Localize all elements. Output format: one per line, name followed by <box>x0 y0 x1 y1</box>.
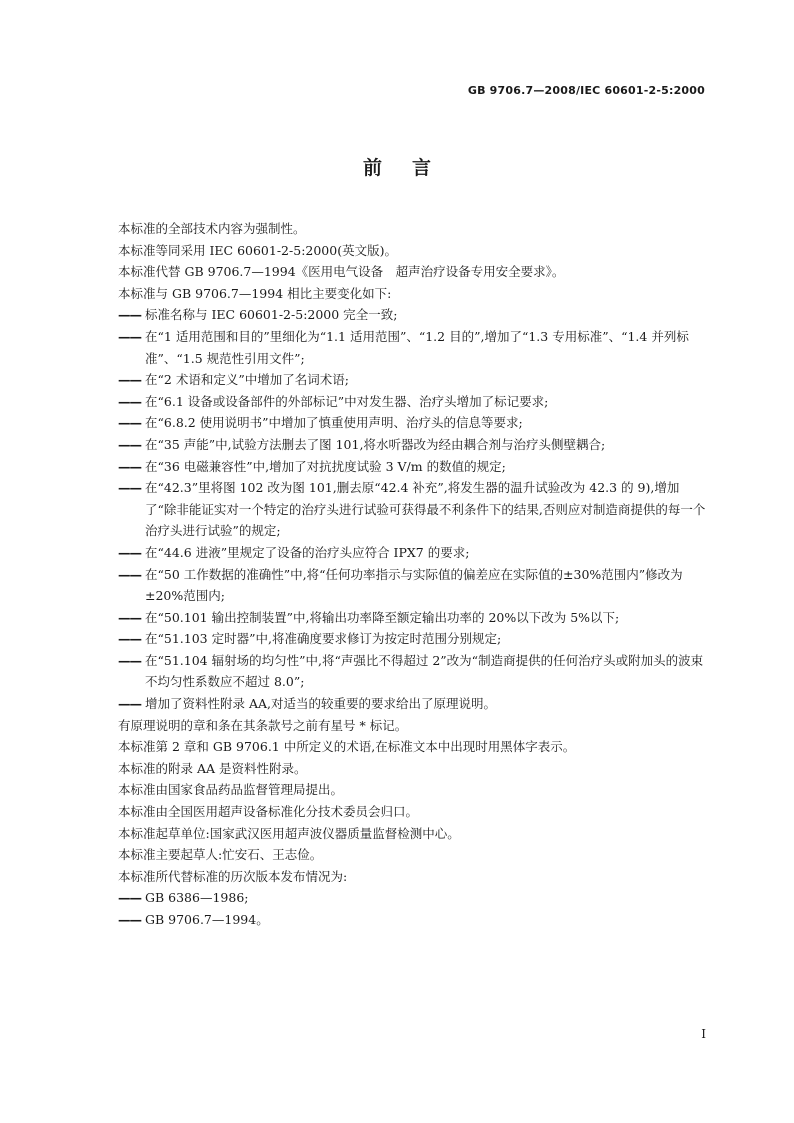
history-item <box>118 909 708 931</box>
note-paragraph: 本标准起草单位:国家武汉医用超声波仪器质量监督检测中心。 <box>118 825 460 841</box>
dash-marker: —— <box>118 890 141 906</box>
change-item <box>118 456 708 478</box>
dash-marker: —— <box>118 566 141 582</box>
dash-marker: —— <box>118 328 141 344</box>
change-item <box>118 412 708 434</box>
change-item-text: 在“35 声能”中,试验方法删去了图 101,将水听器改为经由耦合剂与治疗头侧壁耦合; <box>145 436 606 452</box>
change-item-text: 在“42.3”里将图 102 改为图 101,删去原“42.4 补充”,将发生器的温升试验改为 42.3 的 9),增加了“除非能证实对一个特定的治疗头进行试验可获得最不利条件下的结果,否则应对制造商提供的每一个治疗头进行试验”的规定; <box>145 480 706 539</box>
change-item-text: 在“6.1 设备或设备部件的外部标记”中对发生器、治疗头增加了标记要求; <box>145 393 549 409</box>
note-paragraph: 本标准由国家食品药品监督管理局提出。 <box>118 782 344 798</box>
dash-marker: —— <box>118 912 141 927</box>
change-item-text: 在“1 适用范围和目的”里细化为“1.1 适用范围”、“1.2 目的”,增加了“1.3 专用标准”、“1.4 并列标准”、“1.5 规范性引用文件”; <box>145 328 689 366</box>
page-number: I <box>701 1027 706 1041</box>
dash-marker: —— <box>118 609 141 625</box>
change-item <box>118 369 708 391</box>
dash-marker: —— <box>118 436 141 452</box>
intro-paragraph: 本标准代替 GB 9706.7—1994《医用电气设备 超声治疗设备专用安全要求》。 <box>118 264 565 280</box>
note-paragraph: 本标准的附录 AA 是资料性附录。 <box>118 760 307 776</box>
change-item-text: 在“2 术语和定义”中增加了名词术语; <box>145 372 349 388</box>
intro-paragraph: 本标准等同采用 IEC 60601-2-5:2000(英文版)。 <box>118 242 397 258</box>
dash-marker: —— <box>118 544 141 560</box>
note-paragraph: 本标准由全国医用超声设备标准化分技术委员会归口。 <box>118 804 419 820</box>
change-item <box>118 650 708 693</box>
change-item <box>118 564 708 607</box>
note-paragraph: 本标准主要起草人:忙安石、王志俭。 <box>118 847 323 863</box>
change-item <box>118 391 708 413</box>
dash-marker: —— <box>118 631 141 647</box>
dash-marker: —— <box>118 307 141 323</box>
history-item-text: GB 9706.7—1994。 <box>145 912 269 927</box>
change-item-text: 在“50.101 输出控制装置”中,将输出功率降至额定输出功率的 20%以下改为 5%以下; <box>145 609 620 625</box>
dash-marker: —— <box>118 652 141 668</box>
change-item-text: 在“36 电磁兼容性”中,增加了对抗扰度试验 3 V/m 的数值的规定; <box>145 458 506 474</box>
change-item-text: 标准名称与 IEC 60601-2-5:2000 完全一致; <box>145 307 398 323</box>
change-item <box>118 434 708 456</box>
intro-paragraph: 本标准的全部技术内容为强制性。 <box>118 221 306 236</box>
note-paragraph: 本标准所代替标准的历次版本发布情况为: <box>118 868 348 884</box>
change-item-text: 在“44.6 进液”里规定了设备的治疗头应符合 IPX7 的要求; <box>145 544 470 560</box>
intro-paragraph: 本标准与 GB 9706.7—1994 相比主要变化如下: <box>118 285 392 301</box>
change-item <box>118 607 708 629</box>
change-item <box>118 326 708 369</box>
change-item <box>118 477 708 542</box>
dash-marker: —— <box>118 415 141 431</box>
change-item <box>118 693 708 715</box>
change-item-text: 在“6.8.2 使用说明书”中增加了慎重使用声明、治疗头的信息等要求; <box>145 415 523 431</box>
note-paragraph: 有原理说明的章和条在其条款号之前有星号 * 标记。 <box>118 717 408 733</box>
dash-marker: —— <box>118 393 141 409</box>
change-item-text: 在“50 工作数据的准确性”中,将“任何功率指示与实际值的偏差应在实际值的±30%范围内”修改为±20%范围内; <box>145 566 683 604</box>
change-item-text: 在“51.104 辐射场的均匀性”中,将“声强比不得超过 2”改为“制造商提供的任何治疗头或附加头的波束不均匀性系数应不超过 8.0”; <box>145 652 704 690</box>
change-item <box>118 628 708 650</box>
dash-marker: —— <box>118 458 141 474</box>
history-item-text: GB 6386—1986; <box>145 890 249 906</box>
change-item-text: 在“51.103 定时器”中,将准确度要求修订为按定时范围分别规定; <box>145 631 502 647</box>
history-item <box>118 887 708 909</box>
page-title: 前言 <box>362 157 461 179</box>
change-item <box>118 304 708 326</box>
dash-marker: —— <box>118 372 141 388</box>
change-item-text: 增加了资料性附录 AA,对适当的较重要的要求给出了原理说明。 <box>145 696 497 712</box>
foreword-body <box>118 218 708 931</box>
dash-marker: —— <box>118 480 141 496</box>
change-item <box>118 542 708 564</box>
dash-marker: —— <box>118 696 141 712</box>
standard-number: GB 9706.7—2008/IEC 60601-2-5:2000 <box>467 84 705 97</box>
note-paragraph: 本标准第 2 章和 GB 9706.1 中所定义的术语,在标准文本中出现时用黑体字表示。 <box>118 739 576 755</box>
